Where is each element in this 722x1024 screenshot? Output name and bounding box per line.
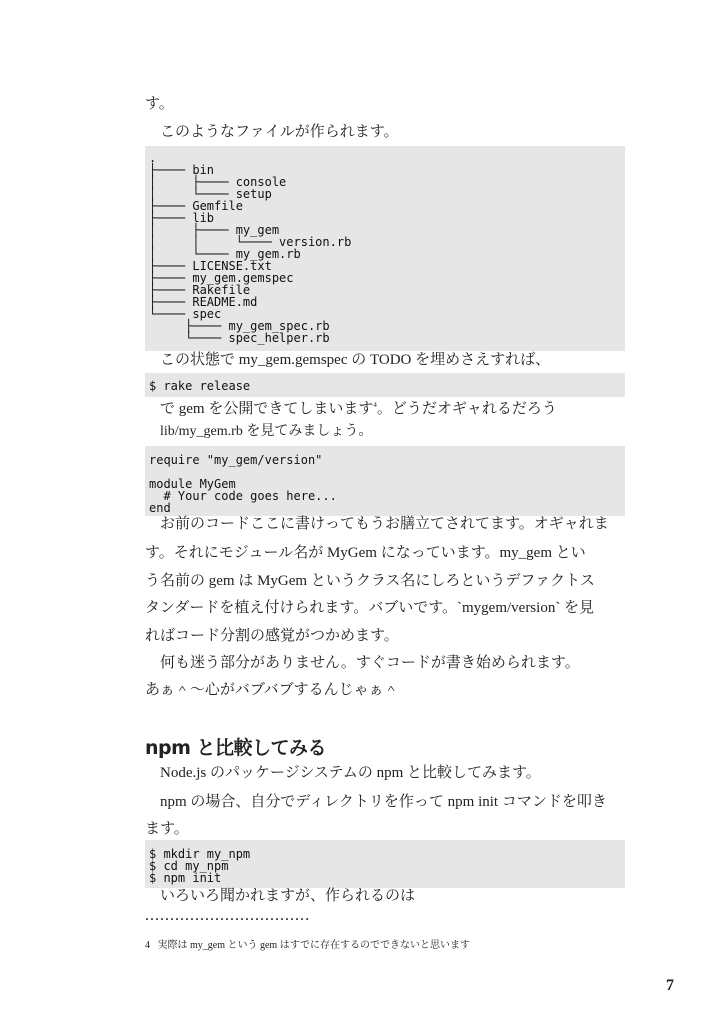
footnote-ref[interactable]: 4 bbox=[373, 401, 377, 409]
paragraph: いろいろ聞かれますが、作られるのは bbox=[160, 888, 416, 904]
section-heading: npm と比較してみる bbox=[145, 737, 327, 759]
paragraph: お前のコードここに書けってもうお膳立てされてます。オギャれま bbox=[160, 516, 609, 532]
page-number: 7 bbox=[666, 977, 674, 994]
paragraph: このようなファイルが作られます。 bbox=[160, 124, 399, 140]
paragraph: Node.js のパッケージシステムの npm と比較してみます。 bbox=[160, 765, 541, 781]
paragraph: npm の場合、自分でディレクトリを作って npm init コマンドを叩き bbox=[160, 794, 607, 810]
paragraph-text: 。どうだオギャれるだろう bbox=[376, 401, 557, 417]
footnote bbox=[145, 936, 470, 951]
paragraph: lib/my_gem.rb を見てみましょう。 bbox=[160, 424, 373, 439]
footnote-number: 4 bbox=[145, 940, 150, 951]
paragraph: す。それにモジュール名が MyGem になっています。my_gem とい bbox=[145, 545, 586, 561]
code-block-ruby: require "my_gem/version" module MyGem # Your code goes here... end bbox=[145, 446, 625, 516]
footnote-separator: ································· bbox=[145, 912, 311, 926]
paragraph-text: で gem を公開できてしまいます bbox=[160, 401, 374, 417]
code-block-npm: $ mkdir my_npm $ cd my_npm $ npm init bbox=[145, 840, 625, 888]
paragraph: 何も迷う部分がありません。すぐコードが書き始められます。 bbox=[160, 655, 580, 671]
paragraph: す。 bbox=[145, 96, 174, 112]
paragraph: ればコード分割の感覚がつかめます。 bbox=[145, 628, 399, 644]
paragraph: タンダードを植え付けられます。バブいです。`mygem/version` を見 bbox=[145, 600, 595, 616]
code-block-file-tree: . ├──── bin │ ├──── console │ └──── setup ├──── Gemfile ├──── lib │ ├──── my_gem │ │ └──── version.rb │ └──── my_gem.rb ├──── LICENSE.txt ├──── my_gem.gemspec ├──── Rakefile ├──── README.md └──── spec ├──── my_gem_spec.rb └──── spec_helper.rb bbox=[145, 146, 625, 351]
code-block-rake: $ rake release bbox=[145, 373, 625, 397]
paragraph: あぁ＾〜心がバブバブするんじゃぁ＾ bbox=[145, 682, 399, 698]
paragraph: ます。 bbox=[145, 821, 189, 837]
paragraph bbox=[160, 395, 557, 419]
paragraph: この状態で my_gem.gemspec の TODO を埋めさえすれば、 bbox=[160, 352, 551, 368]
paragraph: う名前の gem は MyGem というクラス名にしろというデファクトス bbox=[145, 573, 595, 589]
footnote-text: 実際は my_gem という gem はすでに存在するのでできないと思います bbox=[157, 940, 471, 951]
